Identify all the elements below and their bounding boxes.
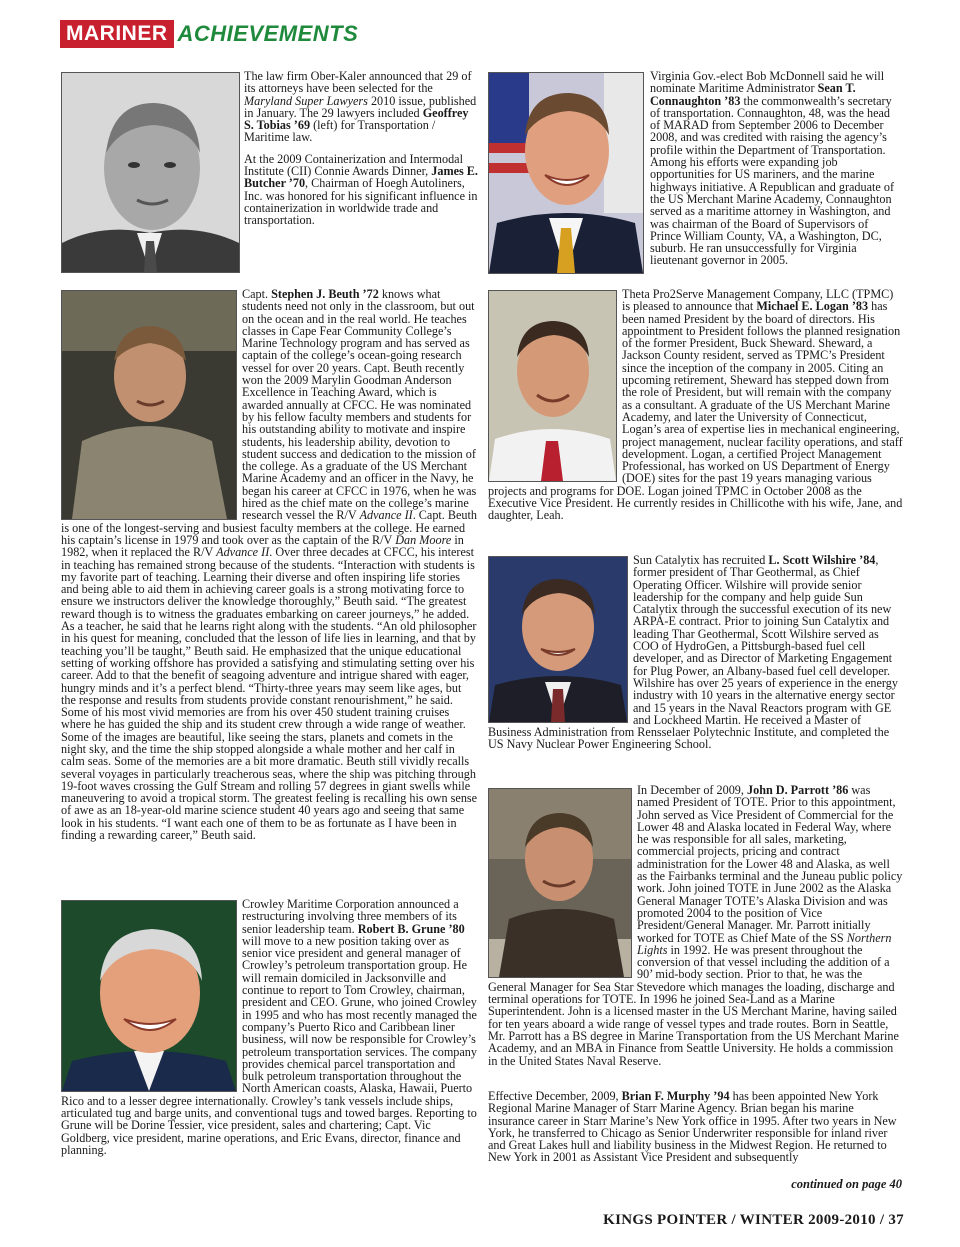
person-name: Stephen J. Beuth ’72 [271,287,379,301]
section-header [60,20,358,48]
section-title: ACHIEVEMENTS [177,21,359,46]
article-tobias: The law firm Ober-Kaler announced that 29 of its attorneys have been selected for the Maryland Super Lawyers 2010 issue, published in January. The 29 lawyers included Geoffrey S. Tobias ’69 (left) for Transportation / Maritime law. [244,69,477,145]
article-logan: Theta Pro2Serve Management Company, LLC (TPMC) is pleased to announce that Michael E. Logan ’83 has been named President by the board of directors. His appointment to President follows the planned resignation of the former President, Buck Sheward. Sheward, a Jackson County resident, served as TPMC’s President since the inception of the company in 2005. Citing an upcoming retirement, Sheward has stepped down from the role of President, but will remain with the company as a consultant. A graduate of the US Merchant Marine Academy, and later the University of Connecticut, Logan’s area of expertise lies in mechanical engineering, project management, nuclear facility operations, and staff development. Logan, a certified Project Management Professional, has worked on US Department of Energy (DOE) sites for the past 19 years managing various projects and programs for DOE. Logan joined TPMC in October 2008 as the Executive Vice President. He currently resides in Chillicothe with his wife, Jane, and daughter, Leah. [488,287,903,523]
article-grune: Crowley Maritime Corporation announced a restructuring involving three members of its senior leadership team. Robert B. Grune ’80 will move to a new position taking over as senior vice president and general manager of Crowley’s petroleum transportation group. He will remain domiciled in Jacksonville and continue to report to Tom Crowley, chairman, president and CEO. Grune, who joined Crowley in 1995 and who has most recently managed the company’s Puerto Rico and Caribbean liner business, will now be responsible for Crowley’s petroleum transportation services. The company provides chemical parcel transportation and bulk petroleum transportation throughout the North American coasts, Alaska, Hawaii, Puerto Rico and to a lesser degree internationally. Crowley’s tank vessels include ships, articulated tug and barge units, and conventional tugs and towed barges. Reporting to Grune will be Dorine Tessier, vice president, sales and chartering; Capt. Vic Goldberg, vice president, marine operations, and Eric Evans, director, finance and planning. [61,897,477,1157]
section-tag: MARINER [60,20,174,48]
person-name: Geoffrey S. Tobias ’69 [244,105,469,133]
person-name: L. Scott Wilshire ’84 [768,553,876,567]
person-name: John D. Parrott ’86 [747,783,849,797]
article-butcher: At the 2009 Containerization and Intermodal Institute (CII) Connie Awards Dinner, James E. Butcher ’70, Chairman of Hoegh Autoliners, Inc. was honored for his significant influence in containerization in worldwide trade and transportation. [244,151,478,228]
publication-title: Maryland Super Lawyers [244,93,368,108]
photo-tobias [61,72,240,273]
article-murphy: Effective December, 2009, Brian F. Murphy ’94 has been appointed New York Regional Marine Manager of Starr Marine Agency. Brian began his marine insurance career in Starr Marine’s New York office in 1995. After two years in New York, he transferred to Chicago as Senior Underwriter responsible for inland river and Great Lakes hull and liability business in the Midwest Region. He returned to New York in 2001 as Assistant Vice President and subsequently [488,1089,897,1165]
vessel-name: Northern Lights [637,930,892,957]
page-footer: KINGS POINTER / WINTER 2009-2010 / 37 [603,1212,904,1228]
person-name: Robert B. Grune ’80 [357,921,465,936]
vessel-name: Dan Moore [395,532,452,547]
person-name: James E. Butcher ’70 [244,164,478,191]
person-name: Sean T. Connaughton ’83 [650,81,856,108]
article-connaughton: Virginia Gov.-elect Bob McDonnell said he will nominate Maritime Administrator Sean T. Connaughton ’83 the commonwealth’s secretary of transportation. Connaughton, 48, was the head of MARAD from September 2006 to December 2008, and was credited with raising the agency’s profile within the Department of Transportation. Among his efforts were expanding job opportunities for US mariners, and the marine highways initiative. A Republican and graduate of the US Merchant Marine Academy, Connaughton served as a maritime attorney in Washington, and was chairman of the Board of Supervisors of Prince William County, VA, a Washington, DC, suburb. He ran unsuccessfully for Virginia lieutenant governor in 2005. [650,69,895,268]
continued-note: continued on page 40 [791,1177,902,1191]
article-wilshire: Sun Catalytix has recruited L. Scott Wilshire ’84, former president of Thar Geothermal, as Chief Operating Officer. Wilshire will provide senior leadership for the company and help guide Sun Catalytix through the successful execution of its new ARPA-E contract. Prior to joining Sun Catalytix and leading Thar Geothermal, Scott Wilshire served as COO of HydroGen, a Pittsburgh-based fuel cell developer, and as Director of Marketing Engagement for Plug Power, an Albany-based fuel cell developer. Wilshire has over 25 years of experience in the energy industry with 10 years in the alternative energy sector and 15 years in the Naval Reactors program with GE and Lockheed Martin. He received a Master of Business Administration from Rensselaer Polytechnic Institute, and completed the US Navy Nuclear Power Engineering School. [488,553,898,752]
article-beuth: Capt. Stephen J. Beuth ’72 knows what students need not only in the classroom, but out on the ocean and in the real world. He teaches classes in Cape Fear Community College’s Marine Technology program and has served as captain of the college’s ocean-going research vessel for over 20 years. Capt. Beuth recently won the 2009 Marylin Goodman Anderson Excellence in Teaching Award, which is awarded annually at CFCC. He was nominated by his fellow faculty members and students for his outstanding ability to motivate and inspire students, his leadership ability, devotion to student success and dedication to the mission of the college. As a graduate of the US Merchant Marine Academy and an officer in the Navy, he began his career at CFCC in 1976, when he was hired as the chief mate on the college’s marine research vessel the R/V Advance II. Capt. Beuth is one of the longest-serving and busiest faculty members at the college. He earned his captain’s license in 1979 and took over as the captain of the R/V Dan Moore in 1982, when it replaced the R/V Advance II. Over three decades at CFCC, his interest in teaching has remained strong because of the students. “Interaction with students is my favorite part of teaching. Learning their diverse and often inspiring life stories and being able to aid them in achieving career goals is a strong motivating force to ensure we instructors deliver the knowledge thoroughly,” Beuth said. “The greatest reward though is to witness the graduates embarking on career journeys,” he added. As a teacher, he said that he learns right along with the students. “An old philosopher in his quest for meaning, concluded that the lesson of life lies in learning, and that by teaching you’ll be taught,” Beuth said. He emphasized that the unique educational setting of working offshore has provided a satisfying and stimulating setting over his career. Add to that the benefit of seagoing adventure and intrigue shared with eager, hungry minds and it’s a perfect blend. “Thirty-three years may seem like ages, but the response and results from students provide constant renourishment,” he said. Some of his most vivid memories are from his over 450 student training cruises where he has guided the ship and its student crew through a wide range of weather. Some of the images are beautiful, like seeing the stars, planets and comets in the night sky, and the time the ship stopped alongside a whale mother and her calf in calm seas. Some of the memories are a bit more dramatic. Beuth still vividly recalls several voyages in particularly treacherous seas, where the ship was pitching through 19-foot waves crossing the Gulf Stream and rolling 57 degrees in giant swells while maneuvering to avoid a tropical storm. The greatest feeling is recalling his own sense of awe as an 18-year-old marine science student 40 years ago and seeing that same look in his students. “I want each one of them to be as fortunate as I have been in finding a rewarding career,” Beuth said. [61,287,478,843]
photo-connaughton [488,72,644,274]
article-parrott: In December of 2009, John D. Parrott ’86 was named President of TOTE. Prior to this appointment, John served as Vice President of Commercial for the Lower 48 and Alaska located in Federal Way, where he was responsible for all sales, marketing, commercial projects, pricing and contract administration for the Lower 48 and Alaska, as well as the Fairbanks terminal and the Juneau public policy work. John joined TOTE in June 2002 as the Alaska General Manager TOTE’s Alaska Division and was promoted 2004 to the position of Vice President/General Manager. Mr. Parrott initially worked for TOTE as Chief Mate of the SS Northern Lights in 1992. He was present throughout the conversion of that vessel including the addition of a 90’ mid-body section. Prior to that, he was the General Manager for Sea Star Stevedore which manages the loading, discharge and terminal operations for TOTE. In 1996 he joined Sea-Land as a Marine Superintendent. John is a licensed master in the US Merchant Marine, having sailed for ten years aboard a wide range of vessel types and trade routes. Born in Seattle, Mr. Parrott has a BS degree in Marine Transportation from the US Merchant Marine Academy, and an MBA in Finance from Seattle University. He holds a commission in the United States Naval Reserve. [488,783,903,1068]
left-column-top [244,70,478,236]
person-name: Michael E. Logan ’83 [756,299,869,314]
vessel-name: Advance II [359,508,413,523]
person-name: Brian F. Murphy ’94 [621,1089,730,1103]
vessel-name: Advance II [216,545,270,560]
